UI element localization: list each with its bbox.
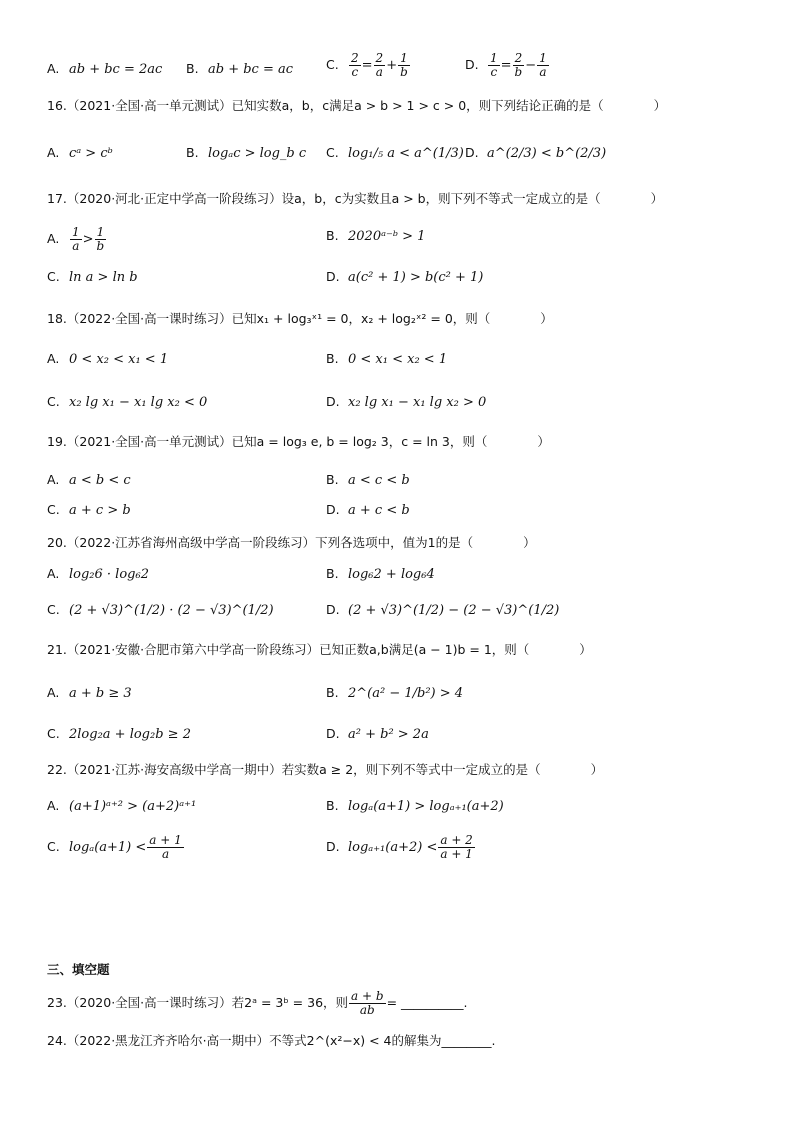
question-18-stem: 18.（2022·全国·高一课时练习）已知x₁ + log₃ˣ¹ = 0，x₂ + log₂ˣ² = 0，则（ ）: [47, 311, 553, 326]
q18-option-d: D. x₂ lg x₁ − x₁ lg x₂ > 0: [326, 394, 487, 410]
answer-blank: = __________.: [386, 995, 468, 1010]
q18-option-b: B. 0 < x₁ < x₂ < 1: [326, 351, 448, 367]
q19-option-c: C. a + c > b: [47, 502, 131, 518]
q20-option-a: A. log₂6 · log₆2: [47, 566, 149, 582]
q18-option-c: C. x₂ lg x₁ − x₁ lg x₂ < 0: [47, 394, 208, 410]
fraction: $\frac{a + b}{ab}$: [351, 989, 384, 1017]
q21-option-a: A. a + b ≥ 3: [47, 685, 132, 701]
option-label: A.: [47, 61, 60, 76]
q22-option-a: A. (a+1)ᵃ⁺² > (a+2)ᵃ⁺¹: [47, 798, 197, 814]
q15-option-b: [186, 59, 293, 80]
q16-option-d: D. a^(2/3) < b^(2/3): [465, 145, 607, 161]
q16-option-a: A. cᵃ > cᵇ: [47, 145, 113, 161]
q17-option-a: A. $\frac{1}{a}$ > $\frac{1}{b}$: [47, 225, 105, 253]
question-21-stem: 21.（2021·安徽·合肥市第六中学高一阶段练习）已知正数a,b满足(a − 1)b = 1，则（ ）: [47, 642, 592, 657]
q16-option-c: C. log₁/₅ a < a^(1/3): [326, 145, 464, 161]
q17-option-d: D. a(c² + 1) > b(c² + 1): [326, 269, 484, 285]
fraction: $\frac{2}{c}$: [351, 51, 359, 79]
fraction: $\frac{2}{b}$: [514, 51, 523, 79]
q22-option-b: B. logₐ(a+1) > logₐ₊₁(a+2): [326, 798, 504, 814]
q22-option-c: C. logₐ(a+1) < $\frac{a + 1}{a}$: [47, 833, 182, 861]
fraction: $\frac{2}{a}$: [375, 51, 384, 79]
q15-option-c: C. $\frac{2}{c}$ = $\frac{2}{a}$ + $\frac{1}{b}$: [326, 51, 408, 79]
q15-option-a: [47, 59, 162, 80]
q20-option-b: B. log₆2 + log₆4: [326, 566, 435, 582]
q18-option-a: A. 0 < x₂ < x₁ < 1: [47, 351, 169, 367]
q20-option-d: D. (2 + √3)^(1/2) − (2 − √3)^(1/2): [326, 602, 560, 618]
q22-option-d: D. logₐ₊₁(a+2) < $\frac{a + 2}{a + 1}$: [326, 833, 473, 861]
question-16-stem: 16.（2021·全国·高一单元测试）已知实数a，b，c满足a > b > 1 > c > 0，则下列结论正确的是（ ）: [47, 98, 667, 113]
question-24-stem: 24.（2022·黑龙江齐齐哈尔·高一期中）不等式2^(x²−x) < 4的解集为________.: [47, 1033, 496, 1048]
question-23: [47, 990, 468, 1017]
fraction: $\frac{1}{b}$: [400, 51, 408, 79]
q17-option-c: C. ln a > ln b: [47, 269, 138, 285]
option-label: D.: [465, 57, 479, 72]
option-label: B.: [186, 61, 199, 76]
q16-option-b: B. logₐc > log_b c: [186, 145, 307, 161]
section-title: 三、填空题: [47, 962, 110, 977]
fraction: $\frac{1}{a}$: [539, 51, 547, 79]
question-17-stem: 17.（2020·河北·正定中学高一阶段练习）设a，b，c为实数且a > b，则下列不等式一定成立的是（ ）: [47, 191, 664, 206]
option-text: ab + bc = ac: [208, 62, 294, 77]
q17-option-b: B. 2020ᵃ⁻ᵇ > 1: [326, 228, 426, 244]
q21-option-d: D. a² + b² > 2a: [326, 726, 429, 742]
question-23-stem: 23.（2020·全国·高一课时练习）若2ᵃ = 3ᵇ = 36，则: [47, 995, 349, 1010]
q21-option-b: B. 2^(a² − 1/b²) > 4: [326, 685, 464, 701]
question-22-stem: 22.（2021·江苏·海安高级中学高一期中）若实数a ≥ 2，则下列不等式中一定成立的是（ ）: [47, 762, 604, 777]
q19-option-b: B. a < c < b: [326, 472, 410, 488]
question-19-stem: 19.（2021·全国·高一单元测试）已知a = log₃ e, b = log₂ 3，c = ln 3，则（ ）: [47, 434, 550, 449]
fraction: $\frac{1}{c}$: [490, 51, 498, 79]
q15-option-d: D. $\frac{1}{c}$ = $\frac{2}{b}$ − $\frac{1}{a}$: [465, 51, 547, 79]
q19-option-a: A. a < b < c: [47, 472, 131, 488]
option-label: C.: [326, 57, 339, 72]
q21-option-c: C. 2log₂a + log₂b ≥ 2: [47, 726, 191, 742]
question-20-stem: 20.（2022·江苏省海州高级中学高一阶段练习）下列各选项中，值为1的是（ ）: [47, 535, 536, 550]
q19-option-d: D. a + c < b: [326, 502, 410, 518]
option-text: ab + bc = 2ac: [69, 62, 163, 77]
q20-option-c: C. (2 + √3)^(1/2) · (2 − √3)^(1/2): [47, 602, 274, 618]
